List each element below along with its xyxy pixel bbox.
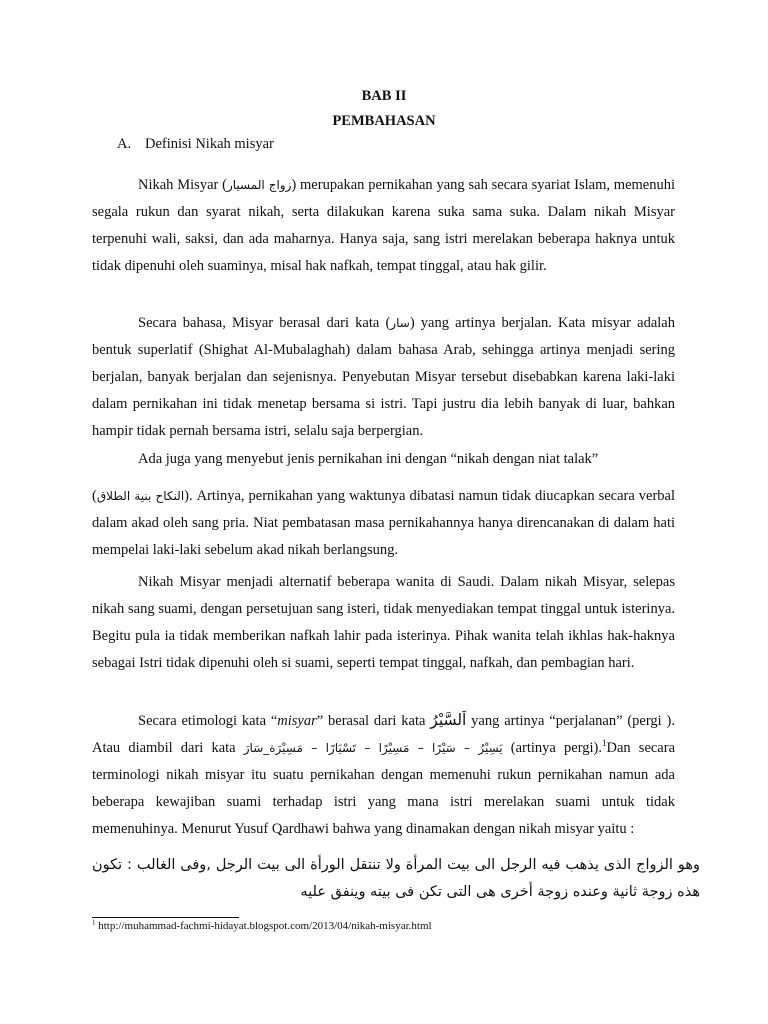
chapter-heading: BAB II (361, 88, 407, 104)
paragraph-text: Nikah Misyar ( (138, 177, 227, 193)
paragraph-text: Ada juga yang menyebut jenis pernikahan ini dengan “nikah dengan niat talak” (138, 451, 599, 467)
arabic-quote (92, 852, 700, 906)
paragraph-saudi (92, 569, 675, 677)
arabic-term: النكاح بنية الطلاق (96, 489, 185, 503)
paragraph-text: ). Artinya, pernikahan yang waktunya dibatasi namun tidak diucapkan secara verbal dalam akad oleh sang pria. Niat pembatasan masa pernikahannya hanya direncanakan di dalam hati mempelai laki-laki sebelum akad nikah berlangsung. (92, 488, 675, 558)
paragraph-text: ) merupakan pernikahan yang sah secara syariat Islam, memenuhi segala rukun dan syarat nikah, serta dilakukan karena suka sama suka. Dalam nikah Misyar terpenuhi wali, saksi, dan ada maharnya. Hanya saja, sang istri merelakan beberapa haknya untuk tidak dipenuhi oleh suaminya, misal hak nafkah, tempat tinggal, atau hak gilir. (92, 177, 675, 274)
footnote-divider (92, 917, 239, 918)
paragraph-etymology-language (92, 310, 675, 445)
italic-term: misyar (277, 713, 317, 729)
arabic-term: سار (390, 316, 410, 330)
paragraph-text: (artinya pergi). (502, 740, 602, 756)
paragraph-text: ( (92, 488, 97, 504)
section-number: A. (117, 136, 132, 152)
paragraph-text: Nikah Misyar menjadi alternatif beberapa wanita di Saudi. Dalam nikah Misyar, selepas nikah sang suami, dengan persetujuan sang isteri, tidak menyediakan tempat tinggal untuk isterinya. Begitu pula ia tidak memberikan nafkah lahir pada isterinya. Pihak wanita telah ikhlas hak-haknya sebagai Istri tidak dipenuhi oleh si suami, seperti tempat tinggal, nafkah, dan pembagian hari. (92, 574, 675, 671)
paragraph-talak-meaning (92, 483, 675, 564)
footnote (92, 920, 432, 932)
footnote-number: 1 (92, 918, 96, 927)
paragraph-etymology (92, 707, 675, 843)
paragraph-text: Secara etimologi kata “ (138, 713, 278, 729)
footnote-marker[interactable]: 1 (602, 738, 607, 749)
paragraph-text: Dan secara terminologi nikah misyar itu suatu pernikahan dengan memenuhi rukun pernikahan namun ada beberapa kewajiban suami terhadap istri yang mana istri merelakan suami untuk tidak memenuhinya. Menurut Yusuf Qardhawi bahwa yang dinamakan dengan nikah misyar yaitu : (92, 740, 676, 837)
section-heading (117, 136, 274, 153)
arabic-term: يَسِيْرُ – سَيْرًا – مَسِيْرًا – تَسْيَارًا – مَسِيْرَة_سَارَ (243, 741, 503, 755)
arabic-quote-text: وهو الزواج الذى يذهب فيه الرجل الى بيت المرأة ولا تنتقل الورأة الى بيت الرجل ,وفى الغالب : تكون هذه زوجة ثانية وعنده زوجة أخرى هى التى تكن فى بيته وينفق عليه (92, 857, 700, 900)
paragraph-text: Secara bahasa, Misyar berasal dari kata ( (138, 315, 391, 331)
arabic-term: زواج المسيار (226, 178, 292, 192)
paragraph-text: yang artinya “perjalanan” (pergi ). Atau diambil dari kata (92, 713, 675, 756)
paragraph-definition (92, 172, 675, 280)
paragraph-text: ) yang artinya berjalan. Kata misyar adalah bentuk superlatif (Shighat Al-Mubalaghah) dalam bahasa Arab, sehingga artinya menjadi sering berjalan, banyak berjalan dan sejenisnya. Penyebutan Misyar tersebut disebabkan karena laki-laki dalam pernikahan ini tidak menetap bersama si istri. Tapi justru dia lebih banyak di luar, bahkan hampir tidak pernah bersama istri, selalu saja berpergian. (92, 315, 675, 439)
paragraph-text: ” berasal dari kata (316, 713, 431, 729)
chapter-title: PEMBAHASAN (332, 113, 436, 129)
footnote-link[interactable]: http://muhammad-fachmi-hidayat.blogspot.com/2013/04/nikah-misyar.html (95, 920, 432, 932)
section-title: Definisi Nikah misyar (145, 136, 274, 152)
paragraph-talak-intro (92, 446, 675, 473)
arabic-term: اَلسَّيْرُ (430, 711, 467, 729)
